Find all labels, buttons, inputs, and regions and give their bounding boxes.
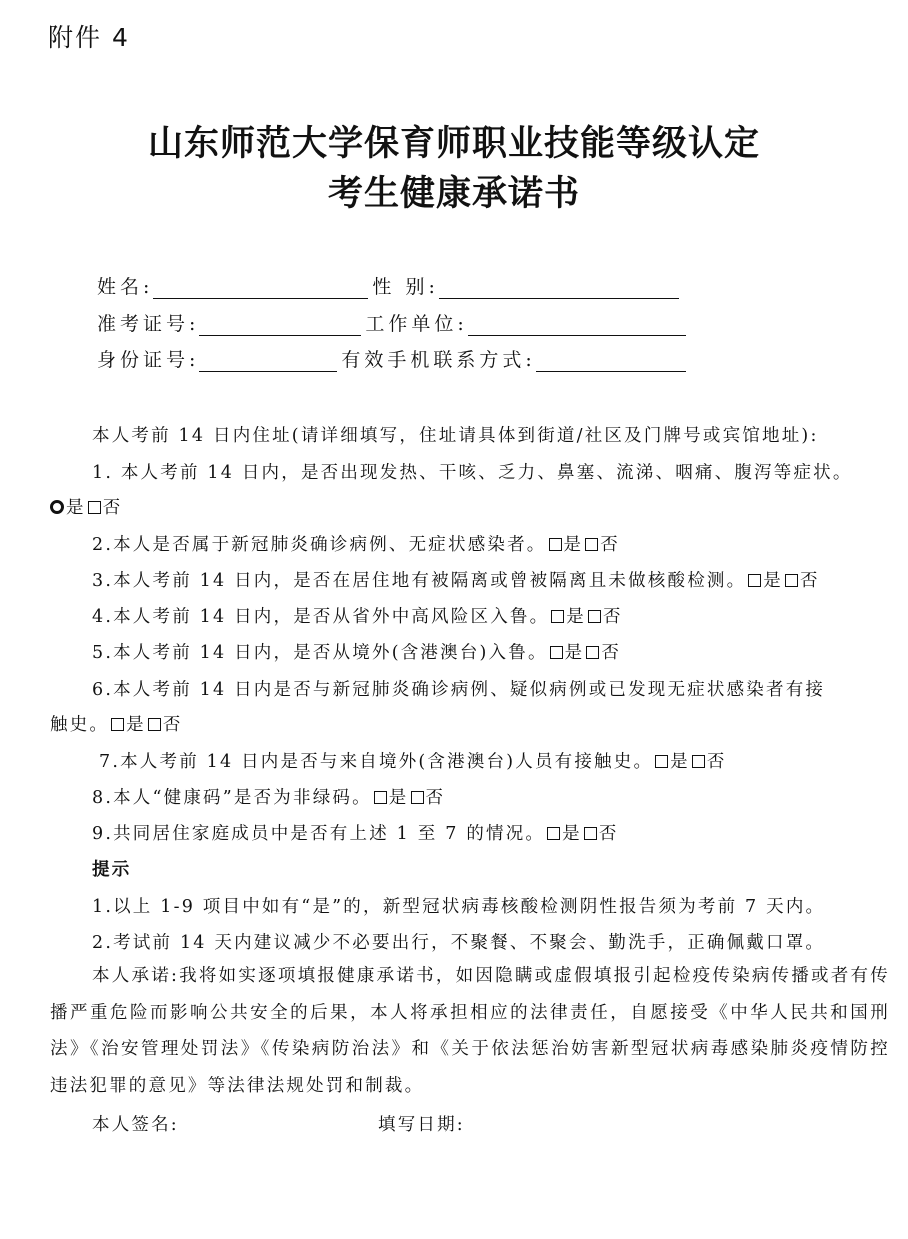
question-7-text: 7.本人考前 14 日内是否与来自境外(含港澳台)人员有接触史。	[99, 752, 654, 772]
tips-heading: 提示	[92, 860, 132, 880]
question-4-text: 4.本人考前 14 日内，是否从省外中高风险区入鲁。	[92, 607, 550, 627]
field-row-exam	[97, 309, 690, 336]
q4-no-label: 否	[603, 607, 623, 627]
q1-yes-checkbox[interactable]	[50, 500, 64, 514]
question-3	[92, 567, 820, 592]
question-9-text: 9.共同居住家庭成员中是否有上述 1 至 7 的情况。	[92, 824, 546, 844]
q9-no-label: 否	[598, 824, 619, 844]
question-6-text-end: 触史。	[50, 715, 110, 735]
phone-label: 有效手机联系方式:	[341, 349, 536, 371]
question-5-text: 5.本人考前 14 日内，是否从境外(含港澳台)入鲁。	[92, 643, 548, 663]
q8-yes-checkbox[interactable]	[374, 791, 387, 804]
question-2	[92, 531, 620, 556]
question-5	[92, 639, 621, 664]
tip-2: 2.考试前 14 天内建议减少不必要出行，不聚餐、不聚会、勤洗手，正确佩戴口罩。	[92, 933, 826, 953]
address-line: 本人考前 14 日内住址(请详细填写，住址请具体到街道/社区及门牌号或宾馆地址):	[92, 426, 819, 446]
q1-no-checkbox[interactable]	[88, 501, 101, 514]
tip-1: 1.以上 1-9 项目中如有“是”的，新型冠状病毒核酸检测阴性报告须为考前 7 天内。	[92, 897, 826, 917]
gender-field[interactable]	[439, 276, 679, 299]
work-unit-label: 工作单位:	[365, 313, 468, 335]
q5-yes-checkbox[interactable]	[550, 646, 563, 659]
q3-yes-label: 是	[763, 571, 783, 591]
q4-no-checkbox[interactable]	[588, 610, 601, 623]
question-1-options	[50, 494, 122, 519]
exam-no-label: 准考证号:	[97, 313, 200, 335]
question-1-text: 1. 本人考前 14 日内，是否出现发热、干咳、乏力、鼻塞、流涕、咽痛、腹泻等症状。	[92, 463, 853, 483]
q6-yes-label: 是	[126, 715, 146, 735]
q3-no-label: 否	[800, 571, 820, 591]
q6-yes-checkbox[interactable]	[111, 718, 124, 731]
question-7	[99, 748, 727, 773]
q7-no-checkbox[interactable]	[692, 755, 705, 768]
question-9	[92, 820, 619, 845]
q9-yes-label: 是	[562, 824, 582, 844]
q8-no-checkbox[interactable]	[411, 791, 424, 804]
question-8	[92, 784, 445, 809]
q5-no-checkbox[interactable]	[586, 646, 599, 659]
q3-yes-checkbox[interactable]	[748, 574, 761, 587]
question-6-text: 6.本人考前 14 日内是否与新冠肺炎确诊病例、疑似病例或已发现无症状感染者有接	[92, 680, 826, 700]
q6-no-label: 否	[162, 715, 183, 735]
field-row-id	[97, 345, 690, 372]
phone-field[interactable]	[536, 349, 686, 372]
q8-no-label: 否	[425, 788, 446, 808]
name-label: 姓名:	[97, 276, 154, 298]
q7-no-label: 否	[706, 752, 727, 772]
pledge-paragraph: 本人承诺:我将如实逐项填报健康承诺书，如因隐瞒或虚假填报引起检疫传染病传播或者有传播严重危险而影响公共安全的后果，本人将承担相应的法律责任，自愿接受《中华人民共和国刑法》《治安管理处罚法》《传染病防治法》和《关于依法惩治妨害新型冠状病毒感染肺炎疫情防控违法犯罪的意见》等法律法规处罚和制裁。	[50, 966, 890, 1096]
q4-yes-label: 是	[566, 607, 586, 627]
name-field[interactable]	[153, 276, 368, 299]
q6-no-checkbox[interactable]	[148, 718, 161, 731]
q4-yes-checkbox[interactable]	[551, 610, 564, 623]
work-unit-field[interactable]	[468, 313, 686, 336]
q9-no-checkbox[interactable]	[584, 827, 597, 840]
document-title: 山东师范大学保育师职业技能等级认定	[147, 124, 760, 164]
question-4	[92, 603, 623, 628]
field-row-name	[97, 272, 683, 299]
date-label: 填写日期:	[378, 1115, 465, 1135]
q8-yes-label: 是	[388, 788, 409, 808]
q1-yes-label: 是	[66, 498, 86, 518]
id-no-field[interactable]	[199, 349, 337, 372]
q7-yes-checkbox[interactable]	[655, 755, 668, 768]
id-no-label: 身份证号:	[97, 349, 200, 371]
q2-no-label: 否	[600, 535, 620, 555]
gender-label: 性 别:	[372, 276, 439, 298]
exam-no-field[interactable]	[199, 313, 361, 336]
q1-no-label: 否	[102, 498, 123, 518]
q2-yes-checkbox[interactable]	[549, 538, 562, 551]
signature-label: 本人签名:	[92, 1115, 179, 1135]
q5-no-label: 否	[601, 643, 622, 663]
question-8-text: 8.本人“健康码”是否为非绿码。	[92, 788, 372, 808]
document-subtitle: 考生健康承诺书	[327, 174, 580, 214]
q9-yes-checkbox[interactable]	[547, 827, 560, 840]
q5-yes-label: 是	[564, 643, 585, 663]
q2-yes-label: 是	[563, 535, 584, 555]
question-3-text: 3.本人考前 14 日内，是否在居住地有被隔离或曾被隔离且未做核酸检测。	[92, 571, 747, 591]
attachment-label: 附件 4	[48, 23, 130, 52]
q3-no-checkbox[interactable]	[785, 574, 798, 587]
question-2-text: 2.本人是否属于新冠肺炎确诊病例、无症状感染者。	[92, 535, 547, 555]
q7-yes-label: 是	[670, 752, 690, 772]
q2-no-checkbox[interactable]	[585, 538, 598, 551]
question-6-continued	[50, 711, 183, 736]
